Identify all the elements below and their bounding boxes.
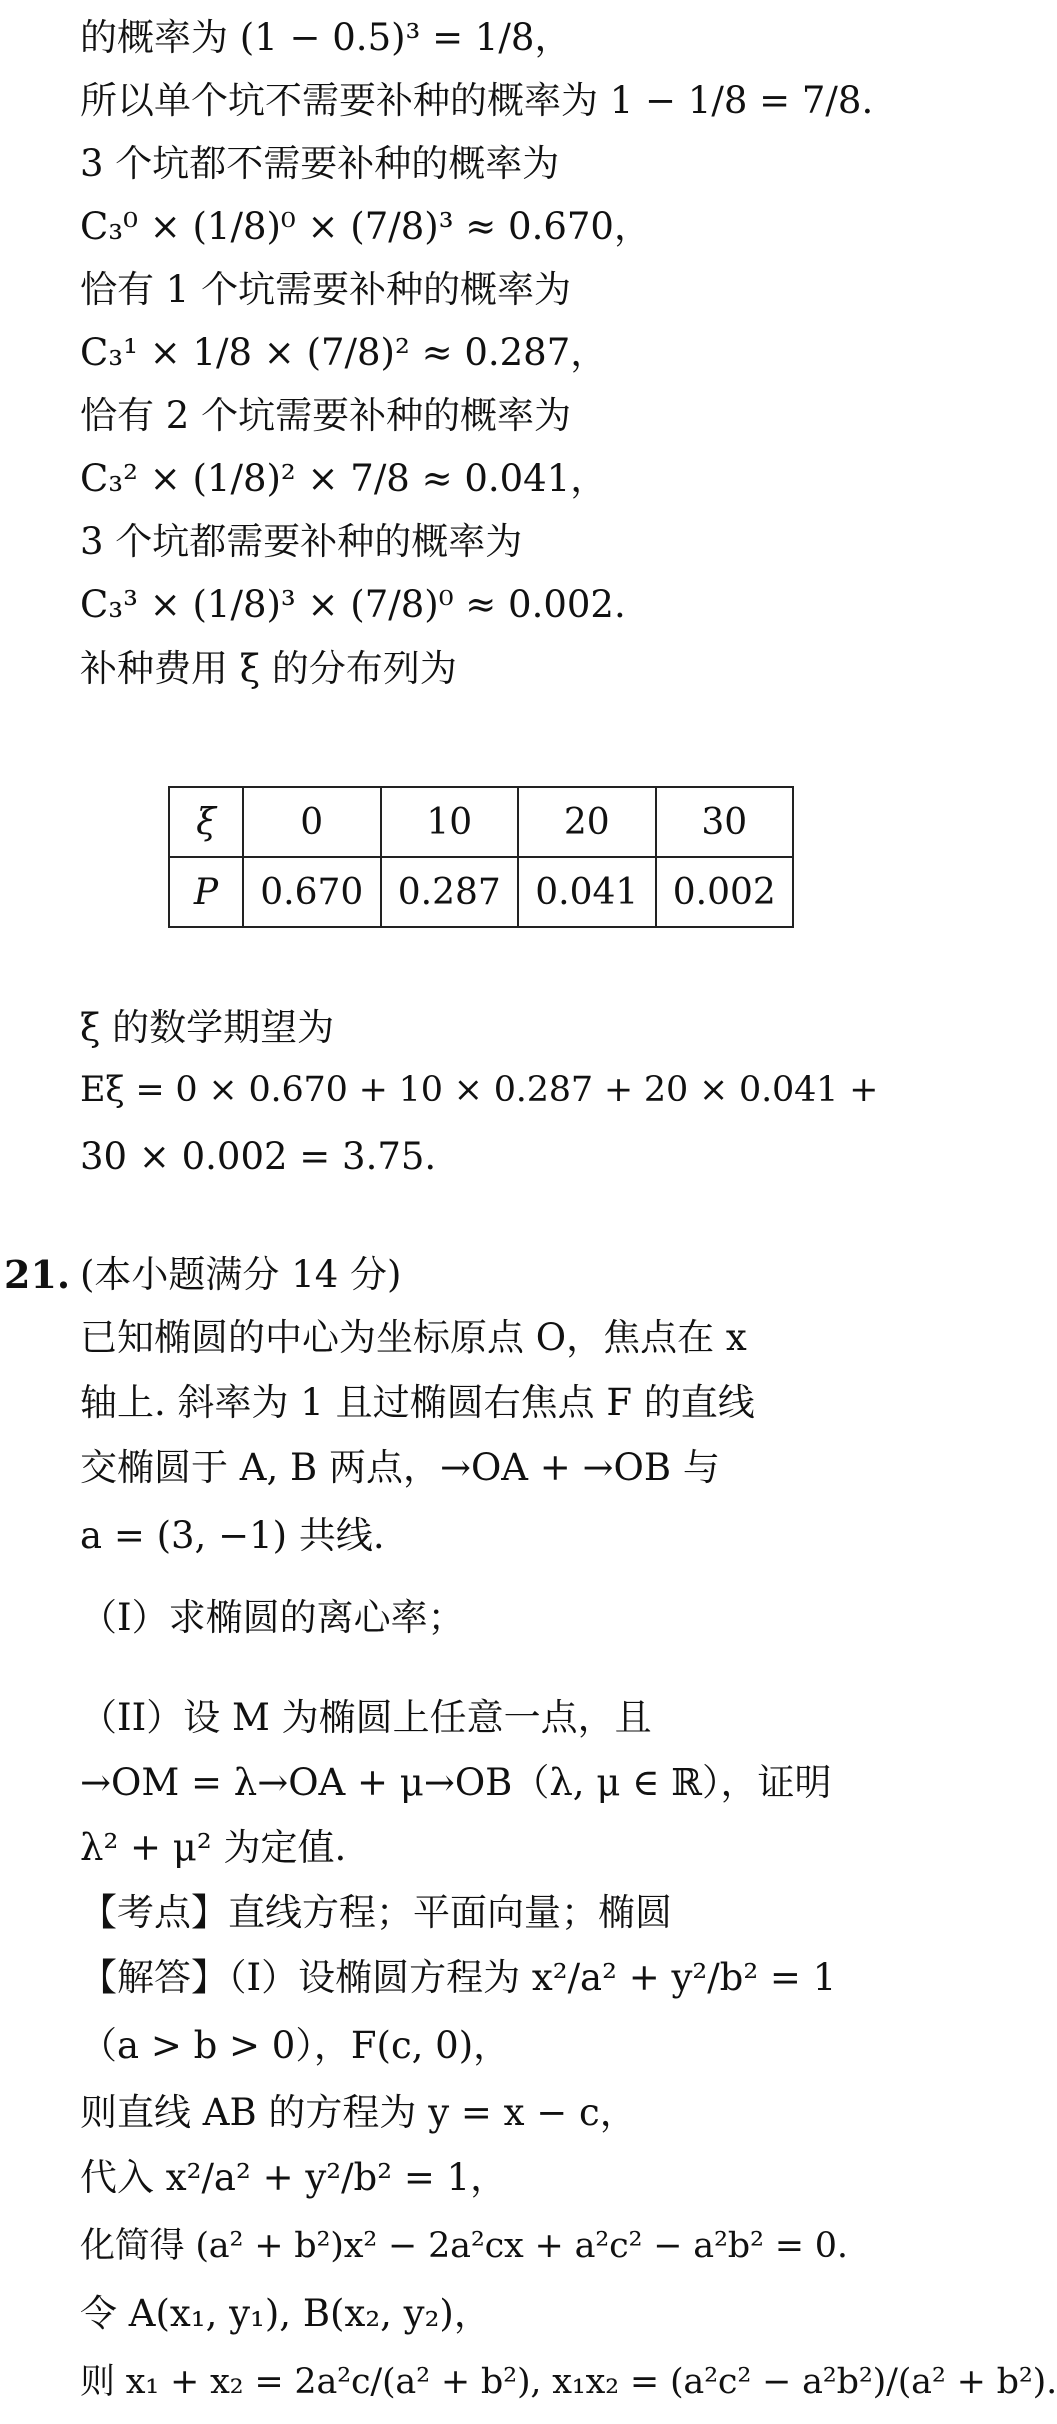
question-title: (本小题满分 14 分): [80, 1253, 402, 1296]
solution-line-5: 化简得 (a² + b²)x² − 2a²cx + a²c² − a²b² = 0.: [80, 2226, 848, 2266]
text-line-11: 补种费用 ξ 的分布列为: [80, 647, 457, 690]
distribution-table: [168, 786, 794, 928]
distribution-table-grid: [168, 786, 794, 928]
distribution-table-value-30: 30: [656, 787, 794, 857]
text-line-7: 恰有 2 个坑需要补种的概率为: [80, 394, 572, 437]
solution-line-6: 令 A(x₁, y₁), B(x₂, y₂)，: [80, 2292, 491, 2335]
question-part-two-line-3: λ² + μ² 为定值.: [80, 1826, 347, 1869]
distribution-table-header-row: [169, 787, 793, 857]
distribution-table-value-10: 10: [381, 787, 519, 857]
question-number: 21.: [4, 1252, 71, 1297]
distribution-table-p-20: 0.041: [518, 857, 656, 927]
text-line-9: 3 个坑都需要补种的概率为: [80, 520, 523, 563]
text-line-8: C₃² × (1/8)² × 7/8 ≈ 0.041，: [80, 457, 608, 500]
text-line-5: 恰有 1 个坑需要补种的概率为: [80, 268, 572, 311]
solution-line-2: （a > b > 0），F(c, 0)，: [80, 2024, 511, 2067]
expectation-line-3: 30 × 0.002 = 3.75.: [80, 1135, 437, 1178]
expectation-line-2: Eξ = 0 × 0.670 + 10 × 0.287 + 20 × 0.041 +: [80, 1070, 879, 1110]
text-line-4: C₃⁰ × (1/8)⁰ × (7/8)³ ≈ 0.670，: [80, 205, 651, 248]
question-text-line-2: 轴上. 斜率为 1 且过椭圆右焦点 F 的直线: [80, 1381, 755, 1424]
text-line-1: 的概率为 (1 − 0.5)³ = 1/8，: [80, 16, 572, 59]
question-text-line-4: a = (3, −1) 共线.: [80, 1514, 385, 1557]
question-part-two-line-2: →OM = λ→OA + μ→OB（λ, μ ∈ ℝ），证明: [80, 1761, 832, 1804]
expectation-line-1: ξ 的数学期望为: [80, 1006, 335, 1049]
distribution-table-p-30: 0.002: [656, 857, 794, 927]
text-line-2: 所以单个坑不需要补种的概率为 1 − 1/8 = 7/8.: [80, 79, 874, 122]
question-keypoints: 【考点】直线方程；平面向量；椭圆: [80, 1891, 672, 1934]
solution-line-3: 则直线 AB 的方程为 y = x − c，: [80, 2091, 637, 2134]
distribution-table-p-0: 0.670: [243, 857, 381, 927]
question-text-line-3: 交椭圆于 A, B 两点，→OA + →OB 与: [80, 1446, 720, 1489]
question-text-line-1: 已知椭圆的中心为坐标原点 O，焦点在 x: [80, 1316, 747, 1359]
solution-line-1: 【解答】（I）设椭圆方程为 x²/a² + y²/b² = 1: [80, 1956, 837, 1999]
solution-line-7: 则 x₁ + x₂ = 2a²c/(a² + b²), x₁x₂ = (a²c² − a²b²)/(a² + b²).: [80, 2362, 1057, 2402]
text-line-10: C₃³ × (1/8)³ × (7/8)⁰ ≈ 0.002.: [80, 583, 626, 626]
distribution-table-value-20: 20: [518, 787, 656, 857]
question-part-two-line-1: （II）设 M 为椭圆上任意一点，且: [80, 1696, 652, 1739]
distribution-table-value-0: 0: [243, 787, 381, 857]
distribution-table-xi-header: ξ: [169, 787, 243, 857]
distribution-table-p-10: 0.287: [381, 857, 519, 927]
distribution-table-p-label: P: [169, 857, 243, 927]
question-part-one: （I）求椭圆的离心率；: [80, 1596, 465, 1639]
text-line-3: 3 个坑都不需要补种的概率为: [80, 142, 560, 185]
text-line-6: C₃¹ × 1/8 × (7/8)² ≈ 0.287，: [80, 331, 608, 374]
distribution-table-probability-row: [169, 857, 793, 927]
solution-line-4: 代入 x²/a² + y²/b² = 1，: [80, 2156, 508, 2199]
